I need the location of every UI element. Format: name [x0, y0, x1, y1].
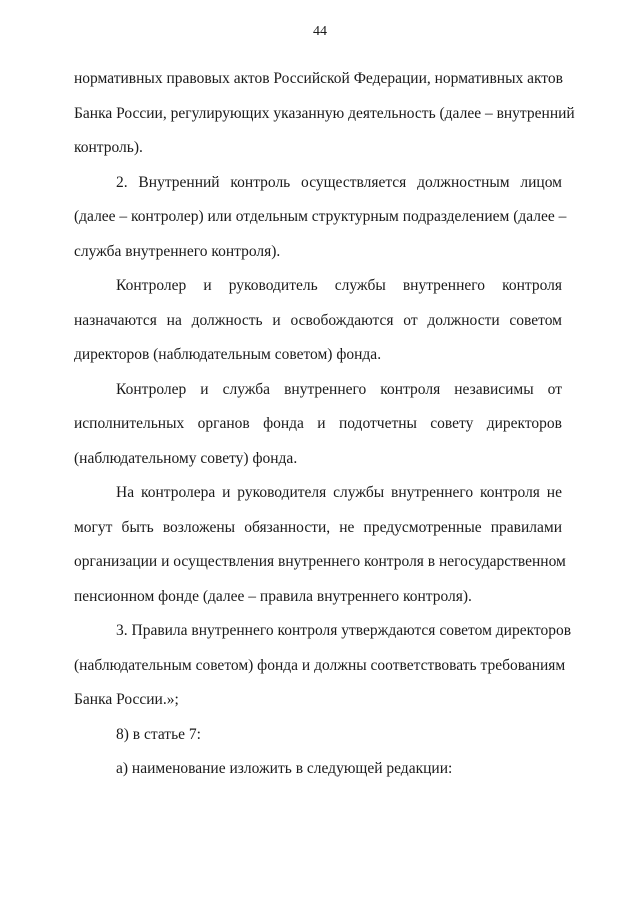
text-line: 3. Правила внутреннего контроля утверждаются советом директоров	[116, 622, 572, 639]
paragraph	[74, 718, 562, 753]
text-line: На контролера и руководителя службы внутреннего контроля не	[116, 484, 562, 501]
text-line: Банка России.»;	[74, 691, 179, 708]
text-line: Банка России, регулирующих указанную деятельность (далее – внутренний	[74, 104, 575, 122]
text-line: служба внутреннего контроля).	[74, 242, 281, 260]
document-body	[74, 62, 575, 787]
text-line: нормативных правовых актов Российской Федерации, нормативных актов	[74, 70, 563, 87]
text-line: (наблюдательным советом) фонда и должны соответствовать требованиям	[74, 656, 566, 674]
text-line: Контролер и служба внутреннего контроля независимы от	[116, 380, 562, 398]
paragraph	[74, 373, 562, 477]
text-line: могут быть возложены обязанности, не предусмотренные правилами	[74, 518, 562, 536]
paragraph	[74, 752, 562, 787]
page-number: 44	[313, 24, 327, 39]
text-line: 2. Внутренний контроль осуществляется должностным лицом	[116, 173, 562, 191]
text-line: организации и осуществления внутреннего контроля в негосударственном	[74, 553, 566, 570]
paragraph	[74, 614, 572, 718]
paragraph	[74, 62, 575, 166]
text-line: директоров (наблюдательным советом) фонда.	[74, 346, 382, 363]
text-line: исполнительных органов фонда и подотчетны совету директоров	[74, 415, 562, 432]
text-line: контроль).	[74, 139, 143, 156]
text-line: а) наименование изложить в следующей редакции:	[116, 760, 453, 777]
text-line: 8) в статье 7:	[116, 725, 201, 743]
paragraph	[74, 269, 562, 373]
text-line: Контролер и руководитель службы внутреннего контроля	[116, 277, 562, 294]
paragraph	[74, 476, 566, 614]
text-line: (наблюдательному совету) фонда.	[74, 449, 298, 467]
paragraph	[74, 166, 567, 270]
text-line: пенсионном фонде (далее – правила внутреннего контроля).	[74, 587, 472, 605]
text-line: (далее – контролер) или отдельным структурным подразделением (далее –	[74, 208, 567, 225]
text-line: назначаются на должность и освобождаются от должности советом	[74, 311, 562, 329]
